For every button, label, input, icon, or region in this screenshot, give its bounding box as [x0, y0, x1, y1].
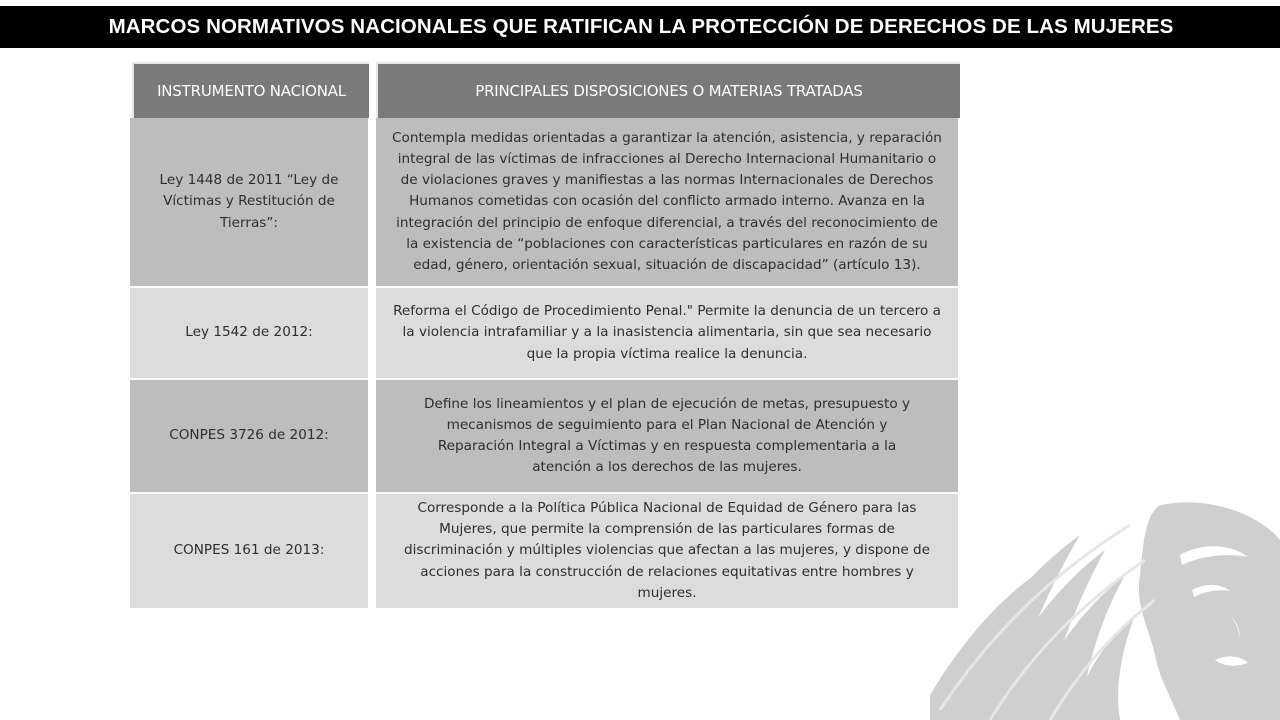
row-3-instrument: CONPES 3726 de 2012: [130, 380, 368, 492]
header-instrument: INSTRUMENTO NACIONAL [132, 62, 369, 118]
slide-title-bar [0, 6, 1280, 48]
row-3-provisions: Define los lineamientos y el plan de ejecución de metas, presupuesto y mecanismos de seguimiento para el Plan Nacional de Atención y Reparación Integral a Víctimas y en respuesta complementaria a la atención a los derechos de las mujeres. [376, 380, 958, 492]
row-4-provisions: Corresponde a la Política Pública Nacional de Equidad de Género para las Mujeres, que permite la comprensión de las particulares formas de discriminación y múltiples violencias que afectan a las mujeres, y dispone de acciones para la construcción de relaciones equitativas entre hombres y mujeres. [376, 494, 958, 608]
row-2-instrument: Ley 1542 de 2012: [130, 288, 368, 378]
row-1-provisions: Contempla medidas orientadas a garantizar la atención, asistencia, y reparación integral de las víctimas de infracciones al Derecho Internacional Humanitario o de violaciones graves y manifiestas a las normas Internacionales de Derechos Humanos cometidas con ocasión del conflicto armado interno. Avanza en la integración del principio de enfoque diferencial, a través del reconocimiento de la existencia de “poblaciones con características particulares en razón de su edad, género, orientación sexual, situación de discapacidad” (artículo 13). [376, 118, 958, 286]
row-2-provisions: Reforma el Código de Procedimiento Penal." Permite la denuncia de un tercero a la violencia intrafamiliar y a la inasistencia alimentaria, sin que sea necesario que la propia víctima realice la denuncia. [376, 288, 958, 378]
slide-title: MARCOS NORMATIVOS NACIONALES QUE RATIFICAN LA PROTECCIÓN DE DERECHOS DE LAS MUJERES [108, 15, 1174, 38]
row-4-instrument: CONPES 161 de 2013: [130, 494, 368, 608]
legal-frameworks-table [130, 62, 958, 608]
header-provisions: PRINCIPALES DISPOSICIONES O MATERIAS TRATADAS [376, 62, 960, 118]
woman-face-silhouette-icon [930, 495, 1280, 720]
row-1-instrument: Ley 1448 de 2011 “Ley de Víctimas y Restitución de Tierras”: [130, 118, 368, 286]
